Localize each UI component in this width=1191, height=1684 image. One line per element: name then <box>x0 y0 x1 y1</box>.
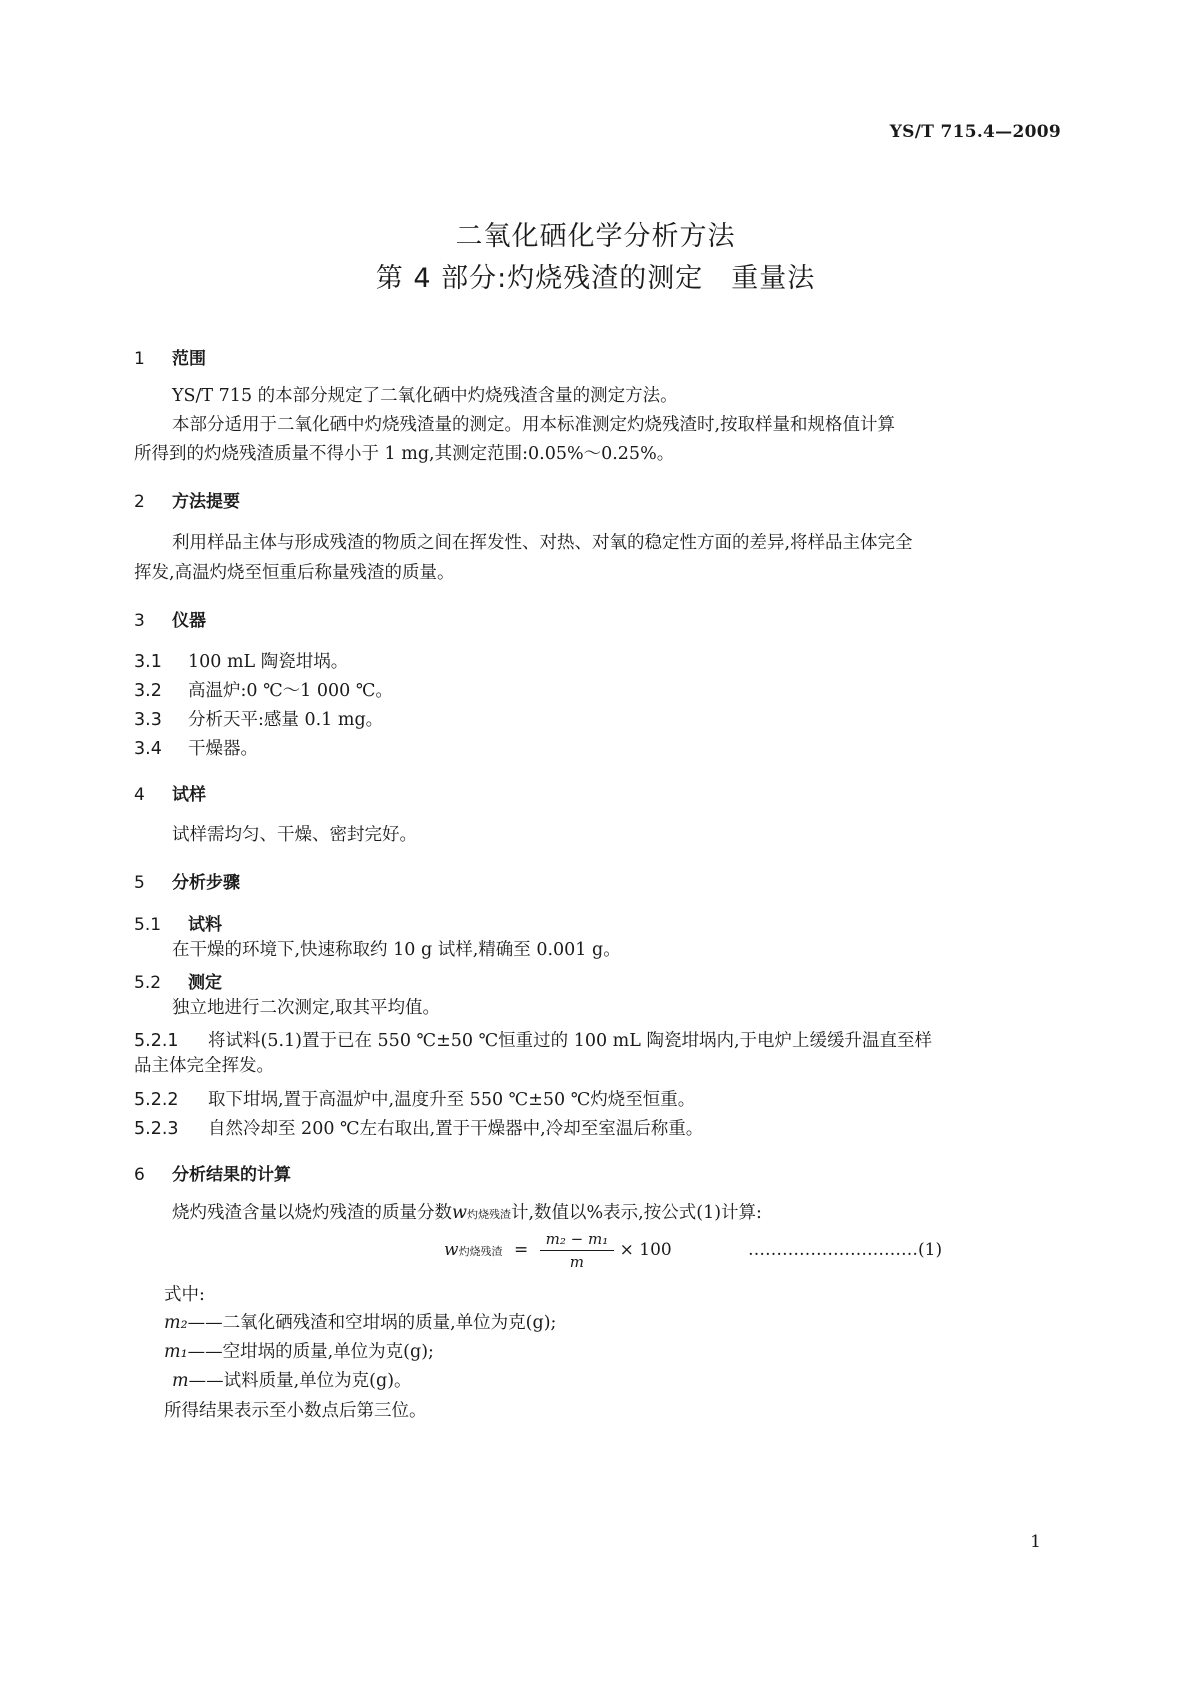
section-5-heading <box>134 868 240 893</box>
section-2-heading <box>134 487 240 512</box>
formula-label: …………………………(1) <box>748 1240 943 1260</box>
paragraph: 试样需均匀、干燥、密封完好。 <box>172 825 417 845</box>
paragraph: YS/T 715 的本部分规定了二氧化硒中灼烧残渣含量的测定方法。 <box>172 386 678 406</box>
paragraph-cont: 品主体完全挥发。 <box>134 1056 274 1076</box>
paragraph: 烧灼残渣含量以烧灼残渣的质量分数w灼烧残渣计,数值以%表示,按公式(1)计算: <box>172 1203 762 1223</box>
section-number: 2 <box>134 492 145 512</box>
definition: m——试料质量,单位为克(g)。 <box>172 1371 412 1391</box>
list-item: 5.2.3 自然冷却至 200 ℃左右取出,置于干燥器中,冷却至室温后称重。 <box>134 1119 704 1139</box>
section-title: 试样 <box>172 785 206 805</box>
standard-code: YS/T 715.4—2009 <box>889 122 1061 142</box>
section-3-heading <box>134 606 206 631</box>
definition: m₂——二氧化硒残渣和空坩埚的质量,单位为克(g); <box>164 1313 557 1333</box>
list-item: 5.2.2 取下坩埚,置于高温炉中,温度升至 550 ℃±50 ℃灼烧至恒重。 <box>134 1090 696 1110</box>
subsection-5-2-heading: 5.2 测定 <box>134 973 222 993</box>
paragraph: 本部分适用于二氧化硒中灼烧残渣量的测定。用本标准测定灼烧残渣时,按取样量和规格值计算 <box>172 415 896 435</box>
section-title: 范围 <box>172 349 206 369</box>
section-title: 方法提要 <box>172 492 240 512</box>
section-title: 分析步骤 <box>172 873 240 893</box>
where-label: 式中: <box>164 1285 205 1305</box>
list-item: 3.2 高温炉:0 ℃～1 000 ℃。 <box>134 681 393 701</box>
section-1-heading <box>134 344 206 369</box>
paragraph: 独立地进行二次测定,取其平均值。 <box>172 998 441 1018</box>
list-item: 5.2.1 将试料(5.1)置于已在 550 ℃±50 ℃恒重过的 100 mL 陶瓷坩埚内,于电炉上缓缓升温直至样 <box>134 1031 933 1051</box>
section-title: 分析结果的计算 <box>172 1165 291 1185</box>
list-item: 3.4 干燥器。 <box>134 739 258 759</box>
paragraph-cont: 所得到的灼烧残渣质量不得小于 1 mg,其测定范围:0.05%～0.25%。 <box>134 444 675 464</box>
doc-title: 二氧化硒化学分析方法 <box>455 221 736 252</box>
page-number: 1 <box>1030 1532 1041 1552</box>
list-item: 3.3 分析天平:感量 0.1 mg。 <box>134 710 384 730</box>
subsection-5-1-heading: 5.1 试料 <box>134 915 222 935</box>
paragraph: 所得结果表示至小数点后第三位。 <box>164 1401 427 1421</box>
paragraph: 利用样品主体与形成残渣的物质之间在挥发性、对热、对氧的稳定性方面的差异,将样品主体完全 <box>172 533 913 553</box>
section-number: 5 <box>134 873 145 893</box>
section-number: 1 <box>134 349 145 369</box>
section-number: 6 <box>134 1165 145 1185</box>
section-number: 4 <box>134 785 145 805</box>
section-6-heading <box>134 1160 291 1185</box>
doc-subtitle: 第 4 部分:灼烧残渣的测定 重量法 <box>375 263 816 294</box>
formula-fraction: $\frac{\text{m₂ − m₁}}{m}$ <box>540 1230 615 1271</box>
section-number: 3 <box>134 611 145 631</box>
section-4-heading <box>134 780 206 805</box>
list-item: 3.1 100 mL 陶瓷坩埚。 <box>134 652 349 672</box>
paragraph-cont: 挥发,高温灼烧至恒重后称量残渣的质量。 <box>134 563 455 583</box>
section-title: 仪器 <box>172 611 206 631</box>
paragraph: 在干燥的环境下,快速称取约 10 g 试样,精确至 0.001 g。 <box>172 940 621 960</box>
definition: m₁——空坩埚的质量,单位为克(g); <box>164 1342 434 1362</box>
formula: w灼烧残渣 = $\frac{\text{m₂ − m₁}}{m}$ × 100 <box>444 1230 672 1271</box>
